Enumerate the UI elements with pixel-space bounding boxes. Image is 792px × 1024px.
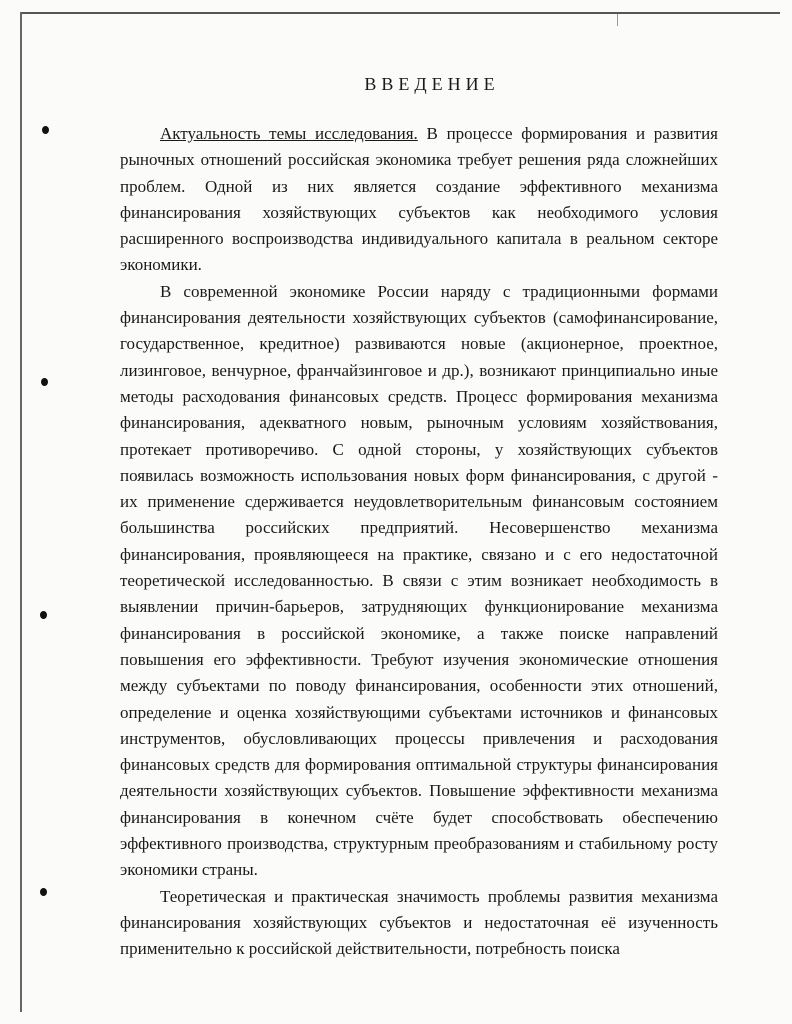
binding-hole [40, 888, 47, 896]
scan-border-left [20, 12, 22, 1012]
paragraph: Теоретическая и практическая значимость проблемы развития механизма финансирования хозяйствующих субъектов и недостаточная её изученность применительно к российской действительности, потребность поиска [120, 886, 718, 959]
paragraph-text: В процессе формирования и развития рыночных отношений российская экономика требует решения ряда сложнейших проблем. Одной из них является создание эффективного механизма финансирования хозяйствующих субъектов как необходимого условия расширенного воспроизводства индивидуального капитала в реальном секторе экономики. [120, 124, 719, 275]
binding-hole [42, 126, 49, 134]
paragraph [120, 121, 718, 279]
paragraph-lead: Актуальность темы исследования. [160, 124, 418, 143]
binding-hole [40, 611, 47, 619]
paragraph: В современной экономике России наряду с традиционными формами финансирования деятельности хозяйствующих субъектов (самофинансирование, государственное, кредитное) развиваются новые (акционерное, проектное, лизинговое, венчурное, франчайзинговое и др.), возникают принципиально иные методы расходования финансовых средств. Процесс формирования механизма финансирования, адекватного новым, рыночным условиям хозяйствования, протекает противоречиво. С одной стороны, у хозяйствующих субъектов появилась возможность использования новых форм финансирования, с другой - их применение сдерживается неудовлетворительным финансовым состоянием большинства российских предприятий. Несовершенство механизма финансирования, проявляющееся на практике, связано и с его недостаточной теоретической исследованностью. В связи с этим возникает необходимость в выявлении причин-барьеров, затрудняющих функционирование механизма финансирования в российской экономике, а также поиске направлений повышения его эффективности. Требуют изучения экономические отношения между субъектами по поводу финансирования, особенности этих отношений, определение и оценка хозяйствующими субъектами источников и финансовых инструментов, обусловливающих процессы привлечения и расходования финансовых средств для формирования оптимальной структуры финансирования деятельности хозяйствующих субъектов. Повышение эффективности механизма финансирования в конечном счёте будет способствовать обеспечению эффективного производства, структурным преобразованиям и стабильному росту экономики страны. [120, 281, 718, 880]
page-title: ВВЕДЕНИЕ [364, 74, 500, 94]
scan-border-top [20, 12, 780, 14]
binding-hole [41, 378, 48, 386]
scan-mark [617, 14, 618, 26]
body-text [120, 121, 718, 963]
